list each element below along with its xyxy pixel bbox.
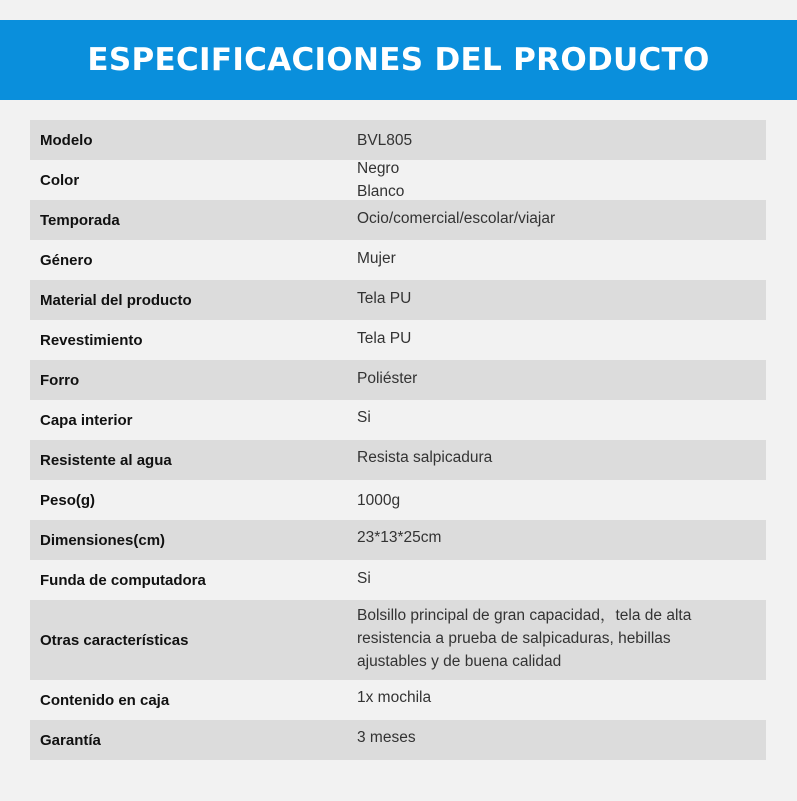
spec-label: Contenido en caja [40,691,170,709]
spec-label: Revestimiento [40,331,143,349]
spec-value-line: 1x mochila [357,688,432,706]
spec-label: Funda de computadora [40,571,206,589]
spec-value-line: Poliéster [357,369,418,387]
spec-label: Resistente al agua [40,451,172,469]
spec-row [30,720,766,760]
spec-value [357,327,766,350]
spec-value-line: Si [357,408,371,426]
spec-label: Forro [40,371,80,389]
header-banner [0,20,797,100]
spec-label: Otras características [40,631,189,649]
spec-label: Garantía [40,731,101,749]
spec-label: Capa interior [40,411,133,429]
spec-row [30,560,766,600]
spec-value [357,157,766,203]
spec-value [357,367,766,390]
spec-value-line: Mujer [357,249,396,267]
spec-label: Material del producto [40,291,192,309]
spec-row [30,240,766,280]
spec-row [30,440,766,480]
spec-row [30,160,766,200]
spec-row [30,360,766,400]
spec-value-line: 3 meses [357,728,416,746]
spec-row [30,680,766,720]
spec-row [30,280,766,320]
spec-label: Dimensiones(cm) [40,531,166,549]
spec-row [30,400,766,440]
spec-value [357,489,766,512]
spec-value-line: Blanco [357,183,405,200]
spec-value-line: Bolsillo principal de gran capacidad，tela de alta [357,606,692,624]
spec-value-line: resistencia a prueba de salpicaduras, hebillas [357,629,671,647]
spec-value [357,446,766,469]
spec-value-line: 1000g [357,491,401,509]
spec-value [357,526,766,549]
spec-row [30,600,766,680]
spec-value [357,686,766,709]
spec-value-line: 23*13*25cm [357,528,442,546]
spec-table [30,120,766,760]
spec-value [357,567,766,590]
spec-row [30,320,766,360]
spec-label: Género [40,251,93,269]
spec-value-line: ajustables y de buena calidad [357,652,562,670]
spec-label: Modelo [40,131,93,149]
spec-value [357,406,766,429]
page-title: ESPECIFICACIONES DEL PRODUCTO [87,42,710,78]
spec-row [30,200,766,240]
spec-value [357,726,766,749]
spec-value-line: Si [357,569,371,587]
spec-label: Color [40,171,80,189]
spec-row [30,120,766,160]
spec-label: Peso(g) [40,491,96,509]
spec-label: Temporada [40,211,120,229]
spec-row [30,520,766,560]
spec-value-line: Tela PU [357,289,412,307]
spec-value-line: Resista salpicadura [357,448,493,466]
spec-value-line: BVL805 [357,131,413,149]
spec-row [30,480,766,520]
spec-value [357,247,766,270]
spec-value-line: Ocio/comercial/escolar/viajar [357,209,556,227]
spec-value [357,207,766,230]
spec-value [357,129,766,152]
spec-value-line: Negro [357,160,400,177]
spec-value-line: Tela PU [357,329,412,347]
spec-value [357,287,766,310]
spec-value [357,604,766,673]
